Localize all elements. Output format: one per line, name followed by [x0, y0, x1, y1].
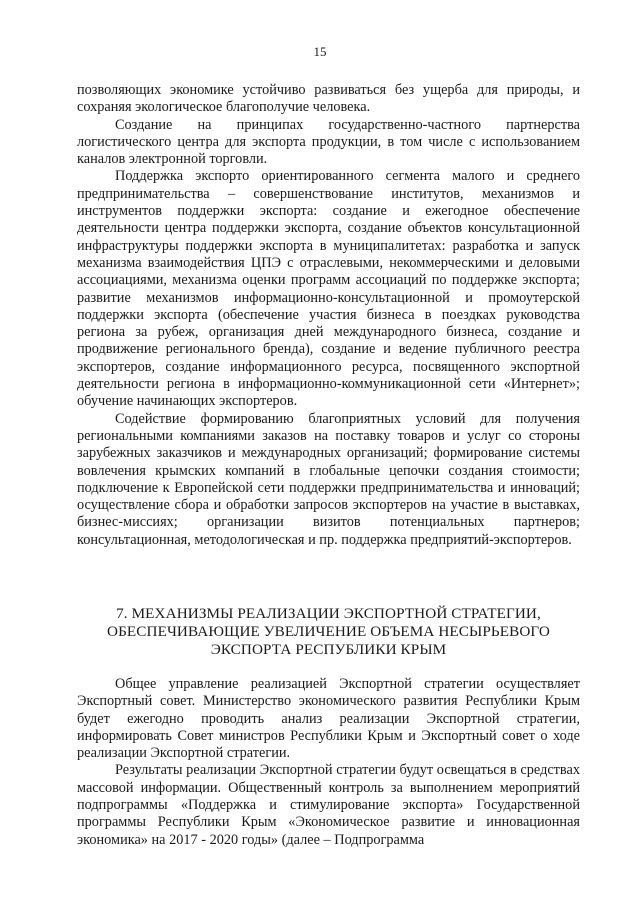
paragraph: Общее управление реализацией Экспортной стратегии осуществляет Экспортный совет. Министерство экономического развития Республики Крым будет ежегодно проводить анализ реализации Экспортной стратегии, информировать Совет министров Республики Крым и Экспортный совет о ходе реализации Экспортной стратегии. — [77, 676, 580, 762]
paragraph: Результаты реализации Экспортной стратегии будут освещаться в средствах массовой информации. Общественный контроль за выполнением мероприятий подпрограммы «Поддержка и стимулирование экспорта» Государственной программы Республики Крым «Экономическое развитие и инновационная экономика» на 2017 - 2020 годы» (далее – Подпрограмма — [77, 762, 580, 848]
paragraph: Создание на принципах государственно-частного партнерства логистического центра для экспорта продукции, в том числе с использованием каналов электронной торговли. — [77, 116, 580, 168]
body-text-top — [77, 82, 580, 549]
heading-line: 7. МЕХАНИЗМЫ РЕАЛИЗАЦИИ ЭКСПОРТНОЙ СТРАТЕГИИ, — [116, 605, 541, 622]
paragraph: позволяющих экономике устойчиво развиваться без ущерба для природы, и сохраняя экологическое благополучие человека. — [77, 82, 580, 116]
paragraph: Поддержка экспорто ориентированного сегмента малого и среднего предпринимательства – совершенствование институтов, механизмов и инструментов поддержки экспорта: создание и ежегодное обеспечение деятельности центра поддержки экспорта, создание объектов консультационной инфраструктуры поддержки экспорта в муниципалитетах: разработка и запуск механизма взаимодействия ЦПЭ с отраслевыми, некоммерческими и деловыми ассоциациями, механизма оценки программ ассоциаций по поддержке экспорта; развитие механизмов информационно-консультационной и промоутерской поддержки экспорта (обеспечение участия бизнеса в поездках руководства региона за рубеж, организация дней международного бизнеса, создание и продвижение регионального бренда), создание и ведение публичного реестра экспортеров, создание информационного ресурса, посвященного экспортной деятельности региона в информационно-коммуникационной сети «Интернет»; обучение начинающих экспортеров. — [77, 168, 580, 410]
body-text-bottom — [77, 676, 580, 849]
page-number: 15 — [313, 44, 327, 59]
heading-line: ЭКСПОРТА РЕСПУБЛИКИ КРЫМ — [210, 641, 447, 658]
heading-line: ОБЕСПЕЧИВАЮЩИЕ УВЕЛИЧЕНИЕ ОБЪЕМА НЕСЫРЬЕВОГО — [107, 623, 550, 640]
section-heading — [77, 605, 580, 659]
paragraph: Содействие формированию благоприятных условий для получения региональными компаниями заказов на поставку товаров и услуг со стороны зарубежных заказчиков и международных организаций; формирование системы вовлечения крымских компаний в глобальные цепочки создания стоимости; подключение к Европейской сети поддержки предпринимательства и инноваций; осуществление сбора и обработки запросов экспортеров на участие в выставках, бизнес-миссиях; организации визитов потенциальных партнеров; консультационная, методологическая и пр. поддержка предприятий-экспортеров. — [77, 410, 580, 548]
